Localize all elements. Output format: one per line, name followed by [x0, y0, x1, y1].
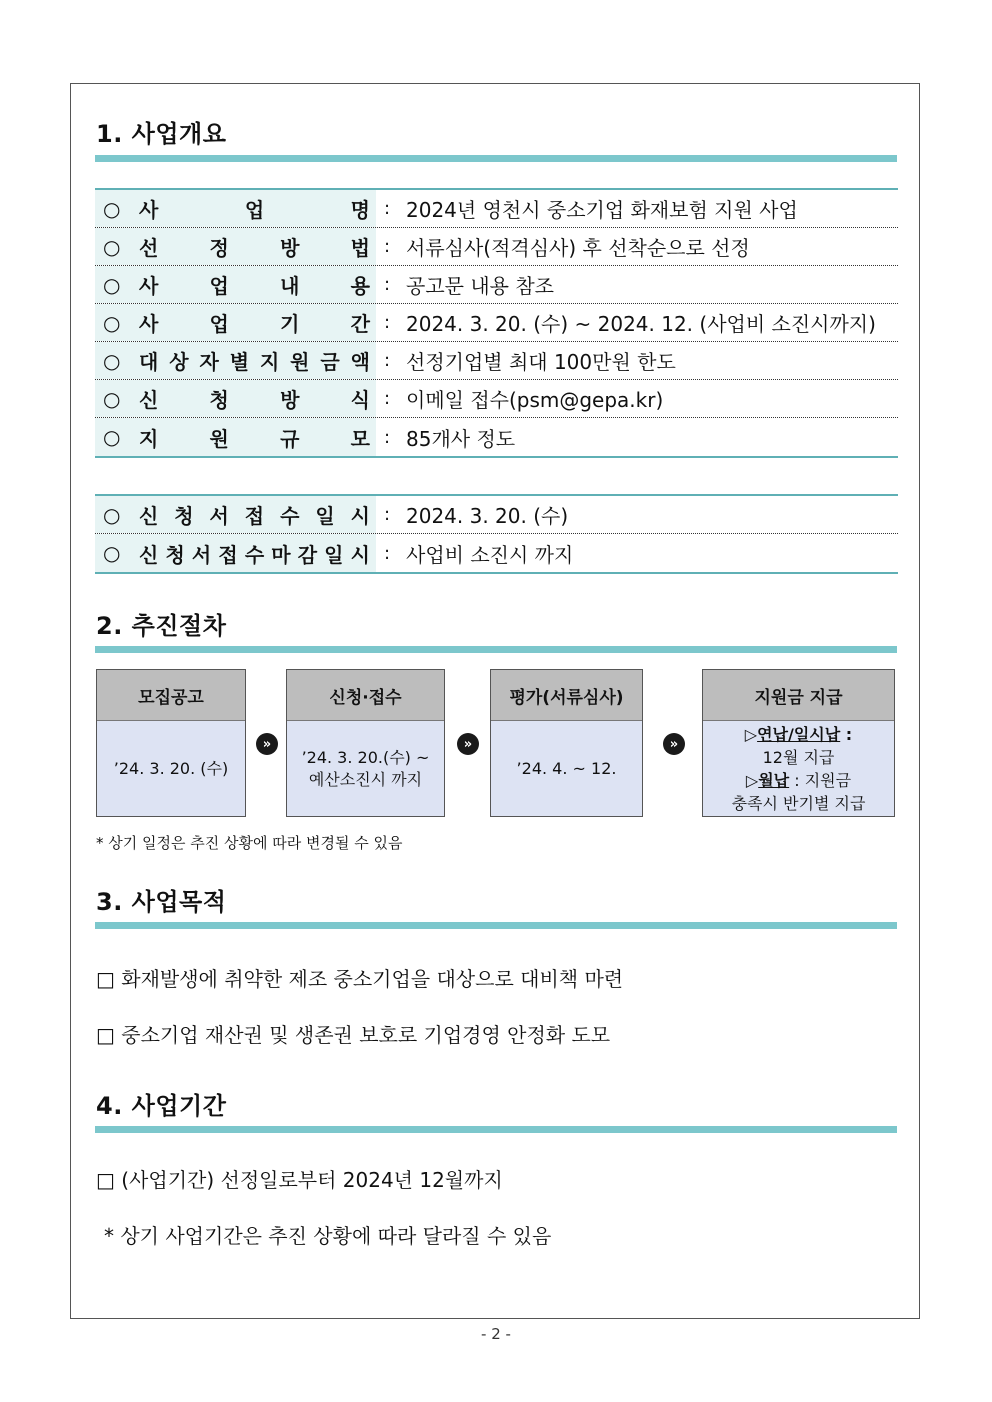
info-row [95, 304, 898, 342]
label-char: 시 [350, 542, 370, 567]
row-label [95, 190, 376, 227]
info-row [95, 228, 898, 266]
row-value: 85개사 정도 [406, 426, 516, 451]
purpose-item: □ 중소기업 재산권 및 생존권 보호로 기업경영 안정화 도모 [96, 1023, 611, 1047]
label-char: 액 [350, 350, 370, 374]
circle-bullet-icon: ○ [103, 310, 121, 335]
row-label-text [139, 539, 376, 568]
label-char: 규 [280, 426, 300, 451]
label-char: 용 [350, 274, 370, 298]
colon: : [840, 724, 853, 744]
label-char: 사 [139, 274, 159, 298]
row-value: 선정기업별 최대 100만원 한도 [406, 350, 676, 374]
row-value: 2024. 3. 20. (수) [406, 504, 569, 528]
label-char: 방 [280, 236, 300, 260]
section-title-overview: 1. 사업개요 [96, 120, 227, 148]
row-label-text [139, 270, 376, 299]
row-label-text [139, 346, 376, 375]
colon: : [383, 274, 391, 295]
info-row [95, 380, 898, 418]
label-char: 신 [139, 388, 159, 412]
row-value: 사업비 소진시 까지 [406, 542, 574, 567]
step-body: ’24. 3. 20. (수) [113, 758, 229, 778]
row-label-text [139, 308, 376, 337]
row-label [95, 380, 376, 417]
section-divider [95, 1126, 897, 1133]
row-label [95, 496, 376, 533]
label-char: 내 [280, 274, 300, 298]
colon: : [383, 426, 391, 448]
section-title-process: 2. 추진절차 [96, 612, 227, 640]
row-label-text [139, 194, 376, 223]
row-value: 이메일 접수(psm@gepa.kr) [406, 388, 664, 412]
process-step-application [286, 669, 445, 817]
label-char: 기 [280, 312, 300, 336]
info-row [95, 418, 898, 456]
label-char: 서 [191, 542, 212, 567]
label-char: 업 [244, 198, 265, 222]
row-label-text [139, 232, 376, 261]
label-char: 수 [280, 504, 300, 528]
overview-table [95, 188, 898, 458]
label-char: 간 [350, 312, 370, 336]
row-label-text [139, 423, 376, 452]
label-char: 청 [165, 542, 185, 567]
colon: : [383, 236, 391, 257]
label-char: 신 [139, 504, 159, 528]
label-char: 접 [244, 504, 265, 528]
circle-bullet-icon: ○ [103, 196, 121, 221]
circle-bullet-icon: ○ [103, 425, 121, 449]
section-divider [95, 922, 897, 929]
circle-bullet-icon: ○ [103, 541, 121, 565]
label-char: 원 [290, 350, 310, 374]
info-row [95, 266, 898, 304]
step-body: ’24. 4. ~ 12. [516, 758, 617, 778]
payment-type-monthly: 월납 [758, 770, 790, 790]
step-body-line: 충족시 반기별 지급 [731, 793, 866, 813]
label-char: 자 [199, 350, 219, 374]
circle-bullet-icon: ○ [103, 234, 121, 259]
label-char: 마 [271, 542, 291, 567]
label-char: 방 [280, 388, 300, 412]
label-char: 수 [244, 542, 265, 567]
row-value: 서류심사(적격심사) 후 선착순으로 선정 [406, 236, 750, 260]
label-char: 업 [209, 312, 229, 336]
label-char: 서 [209, 504, 229, 528]
label-char: 정 [209, 236, 229, 260]
label-char: 사 [139, 198, 159, 222]
label-char: 명 [350, 198, 370, 222]
circle-bullet-icon: ○ [103, 348, 121, 373]
step-body-line: : 지원금 [789, 770, 852, 790]
colon: : [383, 350, 391, 371]
label-char: 상 [169, 350, 189, 374]
chevron-right-icon: » [256, 733, 278, 755]
triangle-right-icon: ▷ [744, 724, 758, 744]
label-char: 청 [209, 388, 229, 412]
row-label [95, 418, 376, 456]
row-label [95, 304, 376, 341]
step-body-line: ’24. 3. 20.(수) ~ [301, 747, 430, 767]
label-char: 접 [218, 542, 238, 567]
info-row [95, 534, 898, 572]
step-title: 지원금 지급 [703, 670, 894, 721]
period-item: □ (사업기간) 선정일로부터 2024년 12월까지 [96, 1168, 503, 1192]
chevron-right-icon: » [457, 733, 479, 755]
row-label [95, 266, 376, 303]
info-row [95, 342, 898, 380]
label-char: 업 [209, 274, 229, 298]
step-body [703, 721, 894, 816]
row-value: 공고문 내용 참조 [406, 274, 554, 298]
row-label-text [139, 384, 376, 413]
label-char: 선 [139, 236, 159, 260]
step-body-line: 12월 지급 [762, 747, 835, 767]
row-label [95, 228, 376, 265]
section-title-purpose: 3. 사업목적 [96, 888, 227, 916]
label-char: 청 [174, 504, 194, 528]
page-number: - 2 - [481, 1325, 511, 1343]
schedule-table [95, 494, 898, 574]
colon: : [383, 388, 391, 409]
period-note: * 상기 사업기간은 추진 상황에 따라 달라질 수 있음 [104, 1224, 552, 1248]
label-char: 사 [139, 312, 159, 336]
label-char: 대 [139, 350, 159, 374]
step-body [287, 721, 444, 816]
step-title: 모집공고 [97, 670, 245, 721]
circle-bullet-icon: ○ [103, 502, 121, 527]
colon: : [383, 542, 391, 564]
label-char: 일 [324, 542, 344, 567]
circle-bullet-icon: ○ [103, 386, 121, 411]
triangle-right-icon: ▷ [745, 770, 759, 790]
label-char: 시 [350, 504, 370, 528]
row-label-text [139, 500, 376, 529]
row-label [95, 342, 376, 379]
label-char: 법 [350, 236, 370, 260]
section-divider [95, 646, 897, 653]
label-char: 지 [139, 426, 159, 451]
payment-type-annual: 연납/일시납 [757, 724, 841, 744]
row-value: 2024년 영천시 중소기업 화재보험 지원 사업 [406, 198, 798, 222]
label-char: 금 [320, 350, 340, 374]
colon: : [383, 312, 391, 333]
label-char: 원 [209, 426, 229, 451]
process-note: * 상기 일정은 추진 상황에 따라 변경될 수 있음 [96, 834, 403, 852]
info-row [95, 190, 898, 228]
label-char: 감 [297, 542, 318, 567]
colon: : [383, 504, 391, 525]
section-divider [95, 155, 897, 162]
label-char: 식 [350, 388, 370, 412]
label-char: 신 [139, 542, 159, 567]
label-char: 일 [315, 504, 335, 528]
label-char: 지 [259, 350, 280, 374]
process-step-evaluation [490, 669, 643, 817]
step-body-line: 예산소진시 까지 [308, 769, 423, 789]
process-step-payment [702, 669, 895, 817]
label-char: 별 [229, 350, 250, 374]
row-value: 2024. 3. 20. (수) ~ 2024. 12. (사업비 소진시까지) [406, 312, 876, 336]
info-row [95, 496, 898, 534]
colon: : [383, 198, 391, 219]
section-title-period: 4. 사업기간 [96, 1092, 227, 1120]
circle-bullet-icon: ○ [103, 272, 121, 297]
row-label [95, 534, 376, 572]
purpose-item: □ 화재발생에 취약한 제조 중소기업을 대상으로 대비책 마련 [96, 967, 624, 991]
step-title: 신청·접수 [287, 670, 444, 721]
label-char: 모 [350, 426, 370, 451]
process-step-announcement [96, 669, 246, 817]
step-title: 평가(서류심사) [491, 670, 642, 721]
chevron-right-icon: » [663, 733, 685, 755]
